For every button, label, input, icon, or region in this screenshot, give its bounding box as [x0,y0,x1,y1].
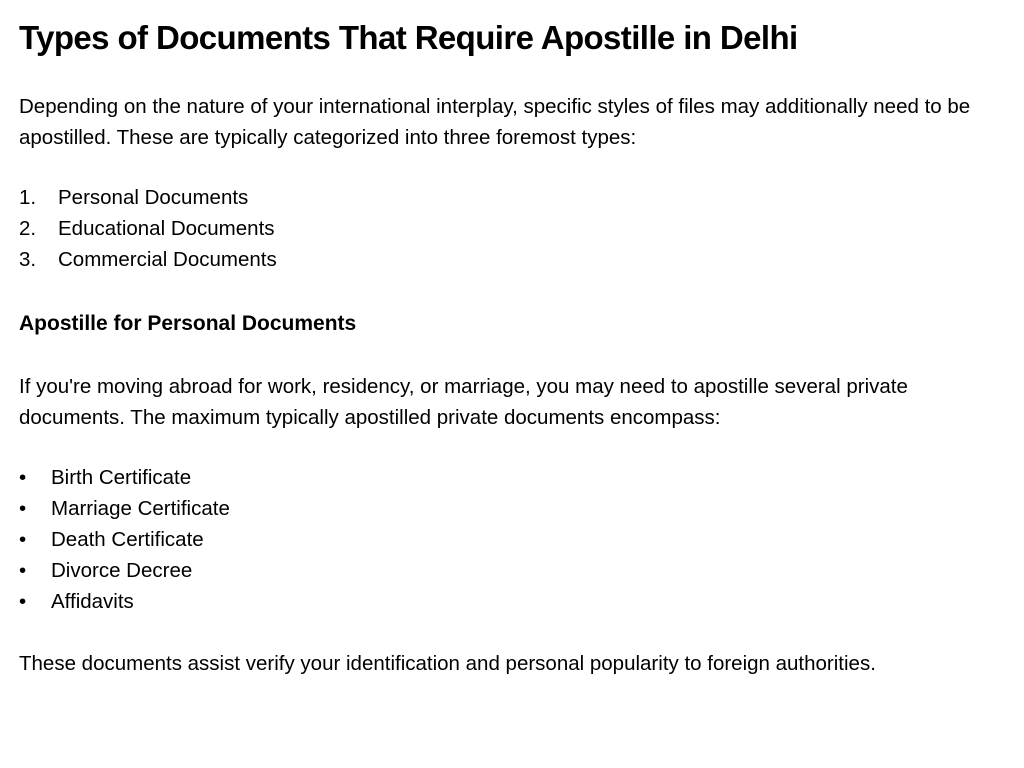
list-item [19,462,230,493]
section-heading: Apostille for Personal Documents [19,312,357,335]
list-item [19,555,230,586]
closing-paragraph: These documents assist verify your identification and personal popularity to foreign authorities. [19,652,876,675]
list-item-label: Divorce Decree [51,559,193,582]
personal-documents-list [19,462,230,617]
list-item [19,493,230,524]
page-title: Types of Documents That Require Apostille in Delhi [19,19,798,56]
list-item-label: Personal Documents [58,186,249,209]
section-intro-paragraph: If you're moving abroad for work, residency, or marriage, you may need to apostille several private documents. The maximum typically apostilled private documents encompass: [19,375,908,429]
list-item-label: Marriage Certificate [51,497,230,520]
document-types-list [19,182,277,275]
list-item [19,524,230,555]
list-number: 3. [19,248,37,271]
bullet-icon: • [19,590,27,613]
list-item-label: Affidavits [51,590,134,613]
list-item-label: Death Certificate [51,528,204,551]
list-item-label: Commercial Documents [58,248,277,271]
list-item [19,213,277,244]
list-item [19,182,277,213]
bullet-icon: • [19,559,27,582]
intro-paragraph: Depending on the nature of your international interplay, specific styles of files may additionally need to be apostilled. These are typically categorized into three foremost types: [19,95,971,149]
bullet-icon: • [19,497,27,520]
bullet-icon: • [19,528,27,551]
list-item-label: Birth Certificate [51,466,192,489]
list-item-label: Educational Documents [58,217,275,240]
list-number: 1. [19,186,37,209]
list-item [19,244,277,275]
bullet-icon: • [19,466,27,489]
list-number: 2. [19,217,37,240]
list-item [19,586,230,617]
